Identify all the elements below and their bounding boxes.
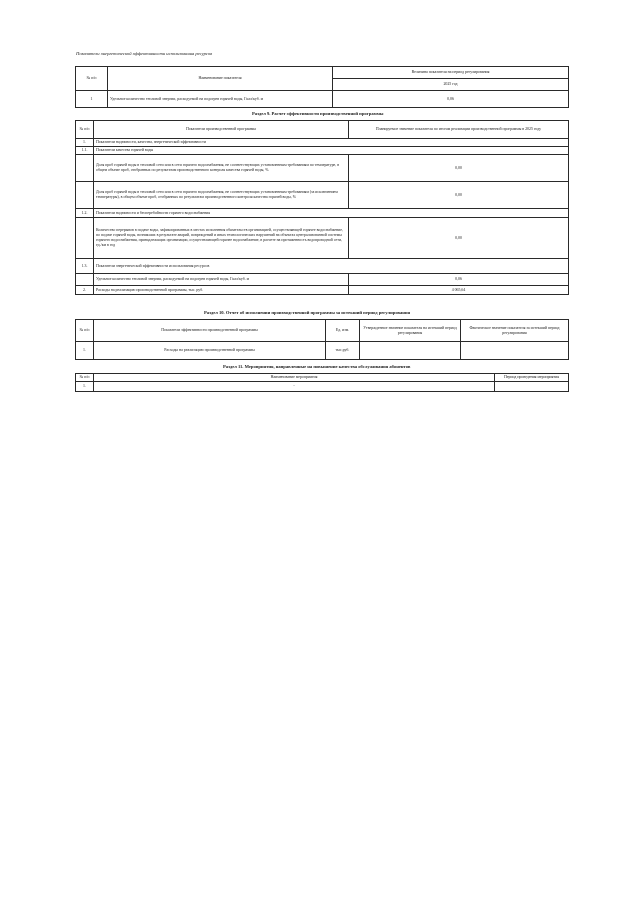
t2-row-value: 4 065,64 [349,286,569,295]
t4-caption: Раздел 11. Мероприятия, направленные на повышение качества обслуживания абонентов [223,364,411,369]
t2-row-name: Расходы на реализацию производственной программы, тыс. руб. [94,286,349,295]
t2-row-name: Показатели энергетической эффективности использования ресурсов [94,259,569,274]
t2-row-num [76,155,94,182]
t2-head-name: Показатели производственной программы [94,121,349,139]
t1-head-value: Величина показателя на период регулирования [333,67,569,79]
t2-row-num: 1. [76,139,94,147]
t2-row-value: 0,06 [349,274,569,286]
t3-table [75,319,569,360]
t2-row-value: 0,00 [349,155,569,182]
t1-head-year: 2025 год [333,79,569,91]
t1-head-num: № п/п [76,67,108,91]
t2-row-name: Доля проб горячей воды в тепловой сети или в сети горячего водоснабжения, не соответствующих установленным требованиям по температуре, в общем объеме проб, отобранных по результатам производственного контроля качества горячей воды, % [94,155,349,182]
table-row [76,382,569,392]
t1-row-num: 1 [76,91,108,108]
t2-row-num [76,218,94,259]
t3-row-num: 1. [76,342,94,360]
t2-head-num: № п/п [76,121,94,139]
t1-row-value: 0,06 [333,91,569,108]
t3-row-fact [461,342,569,360]
t4-table [75,373,569,392]
t2-row-value: 0,00 [349,218,569,259]
t1-row-name: Удельное количество тепловой энергии, расходуемой на подогрев горячей воды, Гкал/куб. м [108,91,333,108]
t1-caption: Показатели энергетической эффективности использования ресурсов [76,51,213,56]
t3-row-name: Расходы на реализацию производственной программы [94,342,326,360]
table-row [76,139,569,147]
t4-row-period [495,382,569,392]
t2-row-num: 1.1. [76,147,94,155]
t2-row-name: Показатели надежности и бесперебойности горячего водоснабжения [94,209,569,218]
t2-row-name: Показатели качества горячей воды [94,147,569,155]
table-row [76,286,569,295]
t2-row-num [76,182,94,209]
table-row [76,274,569,286]
t4-row-num: 1. [76,382,94,392]
t2-row-name: Количество перерывов в подаче воды, зафиксированных в местах исполнения обязательств организацией, осуществляющей горячее водоснабжение, по подаче горячей воды, возникших в результате аварий, повреждений и иных технологических нарушений на объектах централизованной системы горячего водоснабжения, принадлежащих организации, осуществляющей горячее водоснабжение, в расчете на протяженность водопроводной сети, ед./км в год [94,218,349,259]
table-row [76,147,569,155]
t1-table [75,66,569,108]
t2-row-num: 2. [76,286,94,295]
t2-row-num [76,274,94,286]
t3-head-name: Показатели эффективности производственной программы [94,320,326,342]
table-row [76,259,569,274]
t4-head-name: Наименование мероприятия [94,374,495,382]
t2-row-name: Показатели надежности, качества, энергетической эффективности [94,139,569,147]
t4-head-num: № п/п [76,374,94,382]
table-row [76,182,569,209]
t2-row-num: 1.2. [76,209,94,218]
t3-caption: Раздел 10. Отчет об исполнении производственной программы за истекший период регулирования [204,310,411,315]
table-row [76,91,569,108]
table-row [76,342,569,360]
table-row [76,209,569,218]
t2-head-value: Планируемое значение показателя по итогам реализации производственной программы в 2025 году [349,121,569,139]
t4-head-period: Период проведения мероприятия [495,374,569,382]
t2-table [75,120,569,295]
t4-row-name: - [94,382,495,392]
t2-row-name: Доля проб горячей воды в тепловой сети или в сети горячего водоснабжения, не соответствующих установленным требованиям (за исключением температуры), в общем объеме проб, отобранных по результатам производственного контроля качества горячей воды, % [94,182,349,209]
t3-head-unit: Ед. изм. [326,320,360,342]
t1-head-name: Наименование показателя [108,67,333,91]
t2-row-num: 1.3. [76,259,94,274]
t3-row-plan [360,342,461,360]
t3-head-fact: Фактическое значение показателя за истекший период регулирования [461,320,569,342]
t2-row-value: 0,00 [349,182,569,209]
t2-caption: Раздел 9. Расчет эффективности производственной программы [252,111,384,116]
t2-row-name: Удельное количество тепловой энергии, расходуемой на подогрев горячей воды, Гкал/куб. м [94,274,349,286]
table-row [76,218,569,259]
t3-row-unit: тыс.руб. [326,342,360,360]
t3-head-num: № п/п [76,320,94,342]
t3-head-plan: Утвержденное значение показателя на истекший период регулирования [360,320,461,342]
table-row [76,155,569,182]
